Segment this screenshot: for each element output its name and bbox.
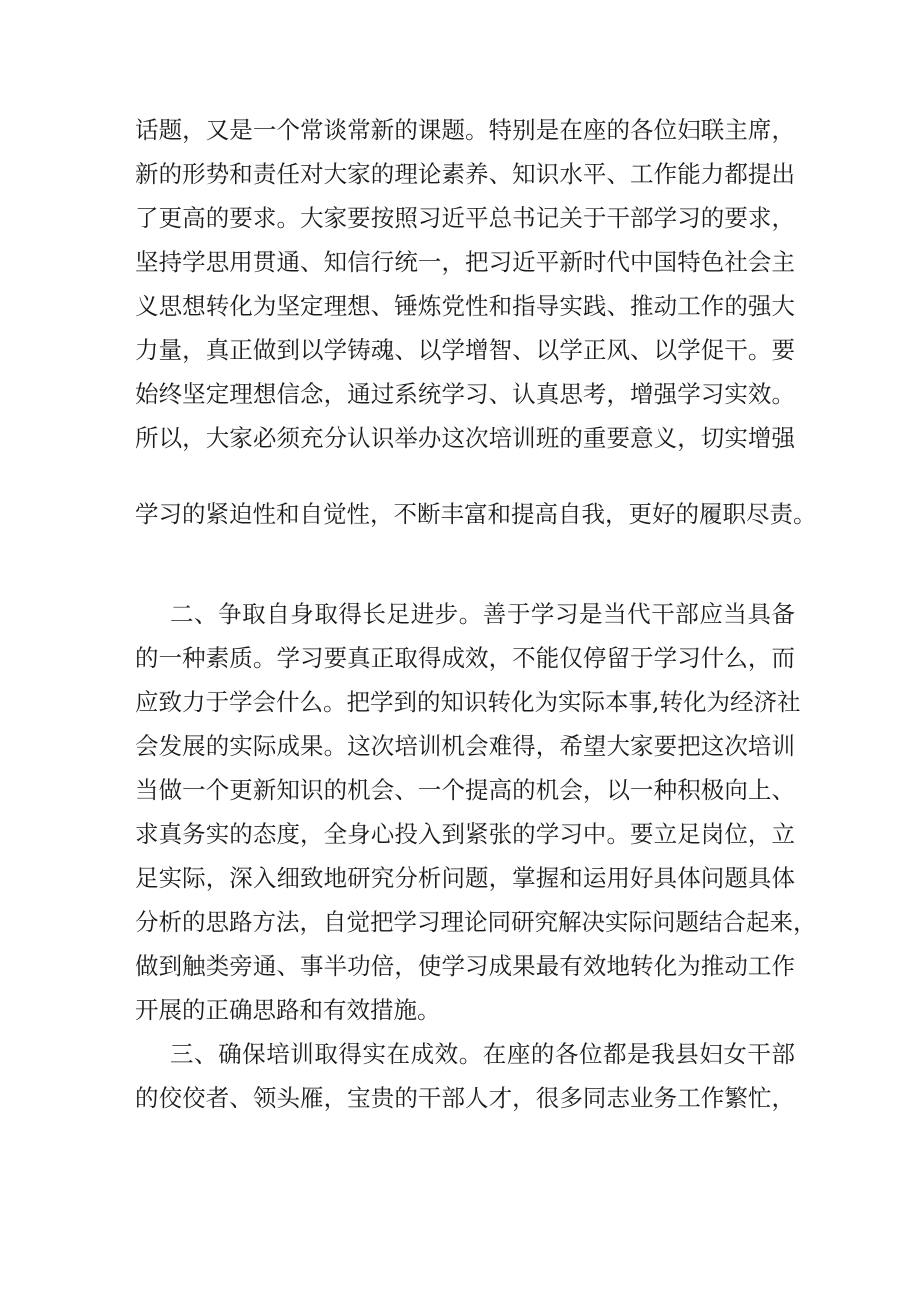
text-line: 坚持学思用贯通、知信行统一，把习近平新时代中国特色社会主: [135, 248, 795, 276]
text-line: 求真务实的态度，全身心投入到紧张的学习中。要立足岗位，立: [135, 820, 795, 848]
text-line: 始终坚定理想信念，通过系统学习、认真思考，增强学习实效。: [135, 380, 795, 408]
text-line: 做到触类旁通、事半功倍，使学习成果最有效地转化为推动工作: [135, 952, 795, 980]
text-line: 义思想转化为坚定理想、锤炼党性和指导实践、推动工作的强大: [135, 292, 795, 320]
text-line: 所以，大家必须充分认识举办这次培训班的重要意义，切实增强: [135, 424, 795, 452]
text-line: 了更高的要求。大家要按照习近平总书记关于干部学习的要求，: [135, 204, 795, 232]
text-line: 话题，又是一个常谈常新的课题。特别是在座的各位妇联主席，: [135, 116, 795, 144]
text-line: 分析的思路方法，自觉把学习理论同研究解决实际问题结合起来，: [135, 908, 817, 936]
text-line: 二、争取自身取得长足进步。善于学习是当代干部应当具备: [170, 600, 795, 628]
text-line: 当做一个更新知识的机会、一个提高的机会，以一种积极向上、: [135, 776, 795, 804]
text-line: 开展的正确思路和有效措施。: [135, 996, 441, 1024]
text-line: 力量，真正做到以学铸魂、以学增智、以学正风、以学促干。要: [135, 336, 795, 364]
text-line: 的佼佼者、领头雁，宝贵的干部人才，很多同志业务工作繁忙，: [135, 1084, 795, 1112]
text-line: 应致力于学会什么。把学到的知识转化为实际本事,转化为经济社: [135, 688, 801, 716]
text-line: 新的形势和责任对大家的理论素养、知识水平、工作能力都提出: [135, 160, 795, 188]
text-line: 的一种素质。学习要真正取得成效，不能仅停留于学习什么，而: [135, 644, 795, 672]
text-line: 会发展的实际成果。这次培训机会难得，希望大家要把这次培训: [135, 732, 795, 760]
text-line: 足实际，深入细致地研究分析问题，掌握和运用好具体问题具体: [135, 864, 795, 892]
text-line: 三、确保培训取得实在成效。在座的各位都是我县妇女干部: [170, 1040, 795, 1068]
text-line: 学习的紧迫性和自觉性，不断丰富和提高自我，更好的履职尽责。: [135, 500, 817, 528]
